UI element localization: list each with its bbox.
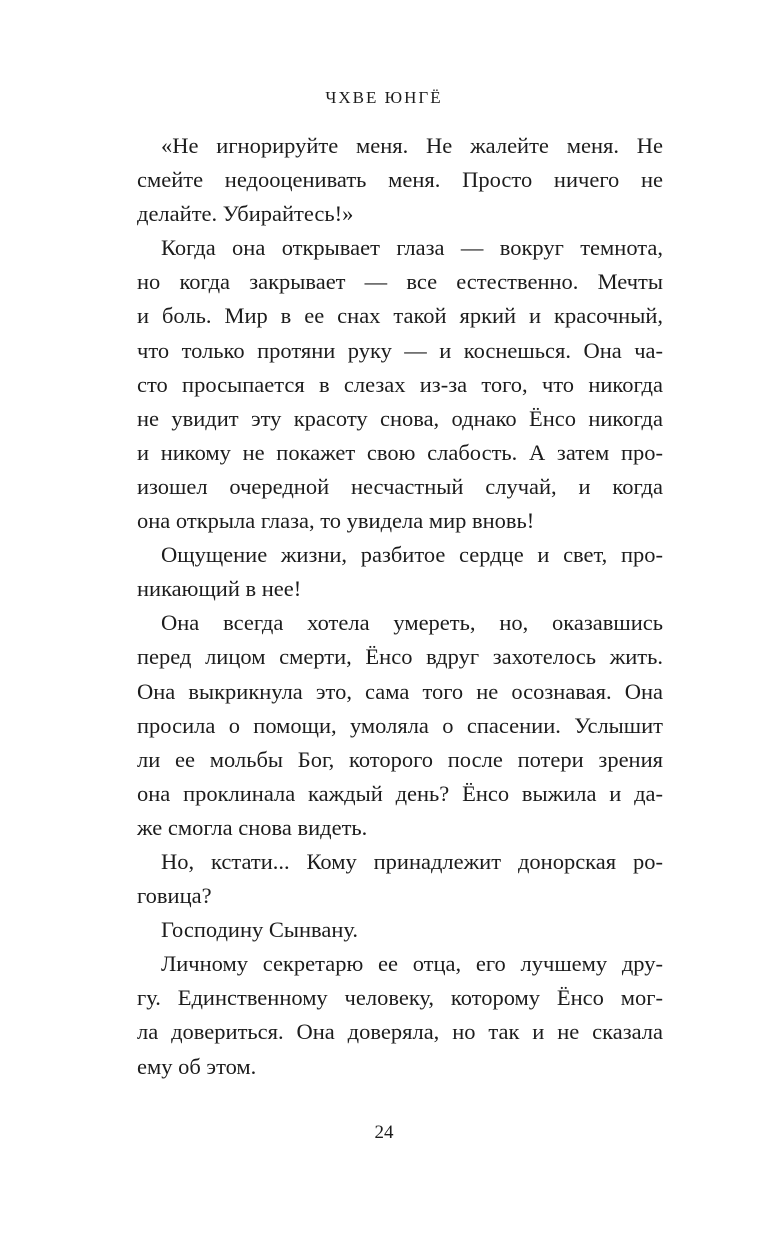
page-number: 24 (374, 1122, 394, 1143)
text-line: же смогла снова видеть. (137, 814, 368, 840)
text-line: но когда закрывает — все естественно. Мечты (137, 269, 663, 295)
paragraph (137, 231, 663, 538)
text-line: не увидит эту красоту снова, однако Ёнсо никогда (137, 405, 663, 431)
text-line: ли ее мольбы Бог, которого после потери зрения (137, 746, 663, 772)
text-line: «Не игнорируйте меня. Не жалейте меня. Не (161, 133, 663, 158)
text-line: что только протяни руку — и коснешься. Она ча- (137, 337, 663, 363)
text-line: Личному секретарю ее отца, его лучшему дру- (161, 951, 663, 977)
paragraph (137, 845, 663, 913)
text-line: Ощущение жизни, разбитое сердце и свет, про- (161, 542, 663, 568)
paragraph (137, 606, 663, 845)
running-head: ЧХВЕ ЮНГЁ (325, 88, 443, 107)
text-line: делайте. Убирайтесь!» (137, 201, 354, 227)
text-line: и боль. Мир в ее снах такой яркий и красочный, (137, 303, 663, 329)
text-line: и никому не покажет свою слабость. А затем про- (137, 439, 663, 465)
body-text (137, 129, 663, 1084)
text-line: Господину Сынвану. (161, 917, 359, 943)
text-line: смейте недооценивать меня. Просто ничего не (137, 167, 663, 193)
paragraph (137, 947, 663, 1083)
text-line: Она выкрикнула это, сама того не осознавая. Она (137, 678, 663, 704)
paragraph (137, 913, 663, 947)
paragraph (137, 538, 663, 606)
text-line: говица? (137, 883, 212, 909)
text-line: просила о помощи, умоляла о спасении. Услышит (137, 712, 663, 738)
text-line: Когда она открывает глаза — вокруг темнота, (161, 235, 663, 261)
text-line: никающий в нее! (137, 576, 302, 602)
text-line: Но, кстати... Кому принадлежит донорская ро- (161, 848, 663, 874)
text-line: сто просыпается в слезах из-за того, что никогда (137, 371, 663, 397)
text-line: ла довериться. Она доверяла, но так и не сказала (137, 1019, 663, 1045)
text-line: Она всегда хотела умереть, но, оказавшись (161, 610, 663, 636)
text-line: перед лицом смерти, Ёнсо вдруг захотелось жить. (137, 644, 663, 670)
text-line: она проклинала каждый день? Ёнсо выжила и да- (137, 780, 663, 806)
text-line: она открыла глаза, то увидела мир вновь! (137, 508, 535, 534)
text-line: изошел очередной несчастный случай, и когда (137, 473, 663, 499)
text-line: ему об этом. (137, 1053, 257, 1079)
paragraph (137, 129, 663, 231)
text-line: гу. Единственному человеку, которому Ёнсо мог- (137, 985, 663, 1011)
